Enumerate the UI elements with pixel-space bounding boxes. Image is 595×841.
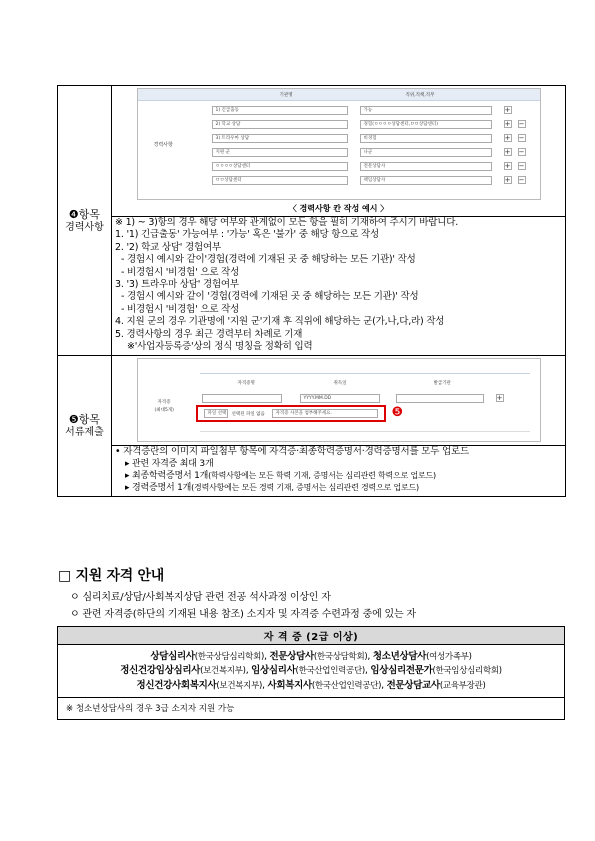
career-shot-plus-button: +	[504, 120, 511, 128]
cert-name: 상담심리사	[150, 651, 195, 662]
documents-item-3: ▸ 경력증명서 1개(경력사항에는 모든 경력 기재, 증명서는 심리관련 경력으로 업로드)	[125, 483, 419, 494]
career-label-cell	[58, 86, 112, 356]
career-label-line1: 항목	[78, 207, 101, 221]
cert-name: 전문상담사	[269, 651, 314, 662]
docs-shot-date-input	[300, 394, 380, 403]
career-shot-org-field: 3) 트라우마 상담	[212, 134, 348, 143]
documents-content-cell	[112, 356, 566, 497]
instruction-table	[57, 85, 566, 497]
career-shot-plus-button: +	[504, 176, 511, 184]
cert-org: (한국산업인력공단)	[295, 666, 365, 677]
docs-shot-col1: 자격증명	[237, 381, 255, 387]
career-shot-header	[138, 89, 540, 101]
career-number: ❹	[68, 207, 79, 221]
documents-item-1: ▸ 관련 자격증 최대 3개	[125, 459, 214, 470]
career-shot-plus-button: +	[504, 148, 511, 156]
career-line-2b: - 비경험시 '비경험' 으로 작성	[121, 266, 240, 278]
career-shot-minus-button: −	[518, 176, 525, 184]
career-shot-pos-field: 경험(ㅇㅇㅇㅇ상담센터,ㅁㅁ상담센터)	[360, 120, 492, 129]
documents-label-line1: 항목	[78, 413, 101, 427]
career-shot-org-field: 1) 긴급출동	[212, 106, 348, 115]
cert-org: (한국산업인력공단)	[311, 680, 382, 691]
documents-item-3-main: 경력증명서 1개	[131, 483, 192, 494]
career-line-5a: ※'사업자등록증'상의 정식 명칭을 정확히 입력	[127, 341, 313, 353]
cert-name: 임상심리전문가	[370, 665, 433, 677]
career-shot-org-field: 2) 학교 상담	[212, 120, 348, 129]
cert-name: 전문상담교사	[386, 679, 440, 691]
cert-org: (여성가족부)	[426, 652, 472, 662]
career-shot-row-label: 경력사항	[153, 142, 173, 148]
cert-org: (한국상담학회)	[313, 652, 368, 662]
qualification-table-head: 자 격 증 (2급 이상)	[58, 627, 565, 645]
qualification-note: ※ 청소년상담사의 경우 3급 소지자 지원 가능	[58, 697, 565, 719]
documents-label-line2: 서류제출	[65, 427, 104, 439]
career-shot-pos-field: 비경험	[360, 134, 492, 143]
docs-shot-name-input	[202, 394, 282, 403]
career-example-screenshot	[137, 88, 541, 200]
documents-item-1-main: 관련 자격증 최대 3개	[131, 459, 214, 470]
career-line-3: 3. '3) 트라우마 상담' 경험여부	[115, 279, 239, 291]
docs-shot-file-status: 선택된 파일 없음	[231, 412, 265, 418]
career-line-note: ※ 1) ~ 3)항의 경우 해당 여부와 관계없이 모든 항을 필히 기재하여 주시기 바랍니다.	[115, 217, 459, 228]
documents-item-2: ▸ 최종학력증명서 1개(학력사항에는 모든 학력 기재, 증명서는 심리관련 학력으로 업로드)	[125, 471, 436, 482]
qualification-table	[57, 626, 565, 720]
cert-org: (보건복지부)	[200, 666, 246, 677]
docs-shot-header-line	[200, 373, 530, 374]
career-shot-org-field: 지원 군	[212, 148, 348, 157]
documents-number: ❺	[68, 413, 79, 427]
cert-org: (보건복지부)	[216, 680, 262, 691]
docs-shot-file-button	[204, 409, 228, 418]
docs-shot-org-input	[396, 394, 484, 403]
career-shot-minus-button: −	[518, 120, 525, 128]
career-label-line2: 경력사항	[65, 221, 104, 233]
career-shot-minus-button: −	[518, 134, 525, 142]
docs-shot-col3: 발급기관	[433, 381, 451, 387]
career-shot-pos-field: 가능	[360, 106, 492, 115]
career-shot-pos-field: 전문상담사	[360, 162, 492, 171]
career-line-2: 2. '2) 학교 상담' 경험여부	[115, 241, 221, 253]
docs-shot-bottom-line	[200, 431, 530, 432]
qualification-line-1: ㅇ 심리치료/상담/사회복지상담 관련 전공 석사과정 이상인 자	[70, 592, 331, 603]
docs-shot-file-button-label: 파일 선택	[207, 411, 227, 417]
cert-org: (교육부장관)	[439, 680, 486, 691]
docs-shot-file-hint-text: 자격증 사본을 첨부해주세요.	[275, 411, 332, 417]
cert-line: 정신건강사회복지사(보건복지부), 사회복지사(한국산업인력공단), 전문상담교사(교육부장관)	[136, 679, 486, 691]
career-shot-pos-field: 나군	[360, 148, 492, 157]
career-line-4: 4. 지원 군의 경우 기관명에 '지원 군'기재 후 직위에 해당하는 군(가,나,다,라) 작성	[115, 316, 445, 328]
career-line-1: 1. '1) 긴급출동' 가능여부 : '가능' 혹은 '불가' 중 해당 항으로 작성	[115, 229, 379, 241]
docs-shot-row-label2: (최대5개)	[154, 408, 174, 414]
docs-shot-plus-button: +	[496, 394, 503, 403]
career-shot-plus-button: +	[504, 106, 511, 114]
cert-name: 정신건강임상심리사	[120, 665, 201, 677]
documents-bullets	[115, 446, 562, 494]
qualification-cert-list	[58, 645, 565, 698]
career-shot-col-pos: 직위,직책,직무	[405, 93, 435, 98]
documents-item-3-note: (경력사항에는 모든 경력 기재, 증명서는 심리관련 경력으로 업로드)	[191, 483, 419, 493]
cert-org: (한국임상심리학회)	[432, 666, 502, 677]
career-shot-plus-button: +	[504, 162, 511, 170]
qualification-line-2: ㅇ 관련 자격증(하단의 기재된 내용 참조) 소지자 및 자격증 수련과정 중에 있는 자	[70, 609, 416, 620]
documents-label-cell	[58, 356, 112, 497]
documents-example-screenshot	[137, 358, 541, 442]
docs-shot-marker: ❺	[391, 405, 404, 421]
cert-name: 청소년상담사	[372, 651, 427, 662]
career-line-3a: - 경험시 예시와 같이 '경험(경력에 기재된 곳 중 해당하는 모든 기관)' 작성	[121, 291, 419, 303]
career-shot-org-field: ㅁㅁ상담센터	[212, 176, 348, 185]
cert-name: 사회복지사	[267, 679, 312, 691]
cert-line: 상담심리사(한국상담심리학회), 전문상담사(한국상담학회), 청소년상담사(여성가족부)	[150, 651, 472, 662]
career-instructions	[115, 217, 562, 353]
cert-org: (한국상담심리학회)	[194, 652, 265, 662]
career-caption: 〈 경력사항 칸 작성 예시 〉	[288, 204, 389, 213]
career-line-5: 5. 경력사항의 경우 최근 경력부터 차례로 기재	[115, 328, 303, 340]
docs-shot-file-hint	[272, 409, 378, 418]
documents-intro: • 자격증란의 이미지 파일첨부 항목에 자격증·최종학력증명서·경력증명서를 모두 업로드	[115, 446, 469, 458]
career-line-3b: - 비경험시 '비경험' 으로 작성	[121, 303, 240, 315]
docs-shot-date-placeholder: YYYY.MM.DD	[303, 396, 332, 402]
career-shot-plus-button: +	[504, 134, 511, 142]
career-shot-col-org: 기관명	[279, 93, 293, 98]
cert-name: 임상심리사	[251, 665, 296, 677]
career-content-cell	[112, 86, 566, 356]
career-shot-minus-button: −	[518, 162, 525, 170]
career-line-2a: - 경험시 예시와 같이'경험(경력에 기재된 곳 중 해당하는 모든 기관)' 작성	[121, 254, 416, 266]
career-shot-pos-field: 책임상담사	[360, 176, 492, 185]
qualification-title: □ 지원 자격 안내	[58, 568, 164, 584]
cert-name: 정신건강사회복지사	[136, 679, 217, 691]
career-shot-org-field: ㅇㅇㅇㅇ상담센터	[212, 162, 348, 171]
docs-shot-row-label1: 자격증	[157, 400, 171, 406]
career-shot-minus-button: −	[518, 148, 525, 156]
docs-shot-col2: 취득일	[333, 381, 347, 387]
cert-line: 정신건강임상심리사(보건복지부), 임상심리사(한국산업인력공단), 임상심리전문가(한국임상심리학회)	[120, 665, 502, 677]
documents-item-2-main: 최종학력증명서 1개	[131, 471, 209, 482]
documents-item-2-note: (학력사항에는 모든 학력 기재, 증명서는 심리관련 학력으로 업로드)	[208, 471, 436, 481]
